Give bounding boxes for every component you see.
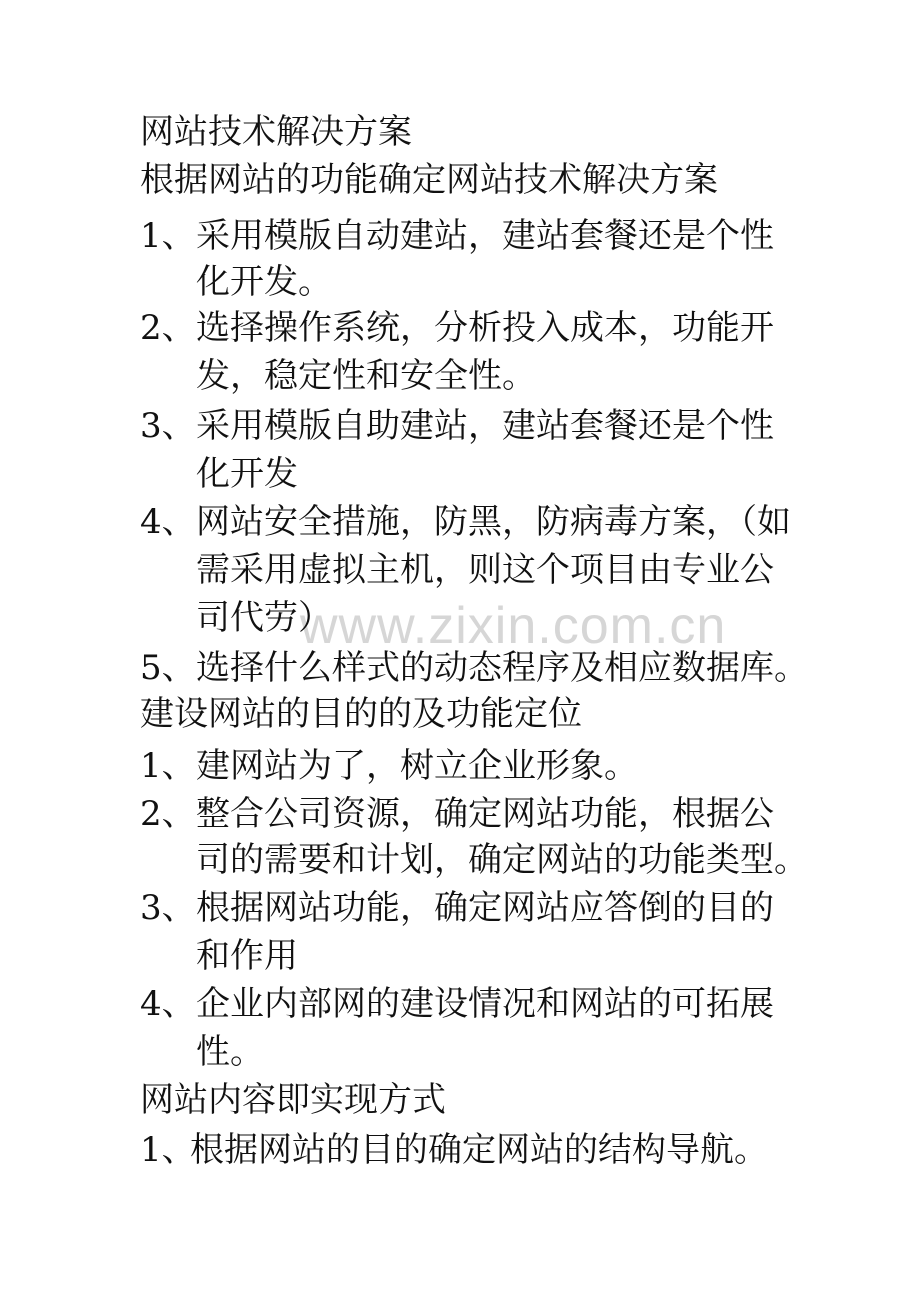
watermark: www.zixin.com.cn (300, 597, 727, 655)
document-title: 网站技术解决方案 (140, 112, 412, 152)
list-number: 1、 (140, 216, 196, 256)
list-number: 4、 (140, 984, 196, 1024)
list-item-line: 发，稳定性和安全性。 (196, 356, 536, 396)
list-number: 1、 (140, 746, 196, 786)
section-heading: 根据网站的功能确定网站技术解决方案 (140, 160, 718, 200)
list-item-line: 选择什么样式的动态程序及相应数据库。 (196, 648, 808, 688)
list-item-line: 化开发 (196, 454, 298, 494)
list-number: 1、 (140, 1130, 196, 1170)
list-number: 4、 (140, 502, 196, 542)
list-item-line: 化开发。 (196, 262, 332, 302)
list-item-line: 需采用虚拟主机，则这个项目由专业公 (196, 550, 774, 590)
list-item-line: 司的需要和计划，确定网站的功能类型。 (196, 840, 808, 880)
list-number: 2、 (140, 308, 196, 348)
list-item-line: 网站安全措施，防黑，防病毒方案，（如 (196, 502, 791, 542)
section-heading: 网站内容即实现方式 (140, 1080, 446, 1120)
list-item-line: 和作用 (196, 936, 298, 976)
list-item-line: 整合公司资源，确定网站功能，根据公 (196, 794, 774, 834)
list-item-line: 建网站为了，树立企业形象。 (196, 746, 638, 786)
list-item-line: 根据网站的目的确定网站的结构导航。 (190, 1130, 768, 1170)
list-item-line: 性。 (196, 1032, 264, 1072)
list-item-line: 企业内部网的建设情况和网站的可拓展 (196, 984, 774, 1024)
list-item-line: 司代劳） (196, 598, 332, 638)
list-item-line: 采用模版自助建站，建站套餐还是个性 (196, 406, 774, 446)
section-heading: 建设网站的目的的及功能定位 (140, 694, 582, 734)
list-item-line: 根据网站功能，确定网站应答倒的目的 (196, 888, 774, 928)
list-number: 3、 (140, 888, 196, 928)
list-item-line: 选择操作系统，分析投入成本，功能开 (196, 308, 774, 348)
list-number: 3、 (140, 406, 196, 446)
list-number: 2、 (140, 794, 196, 834)
list-item-line: 采用模版自动建站，建站套餐还是个性 (196, 216, 774, 256)
list-number: 5、 (140, 648, 196, 688)
